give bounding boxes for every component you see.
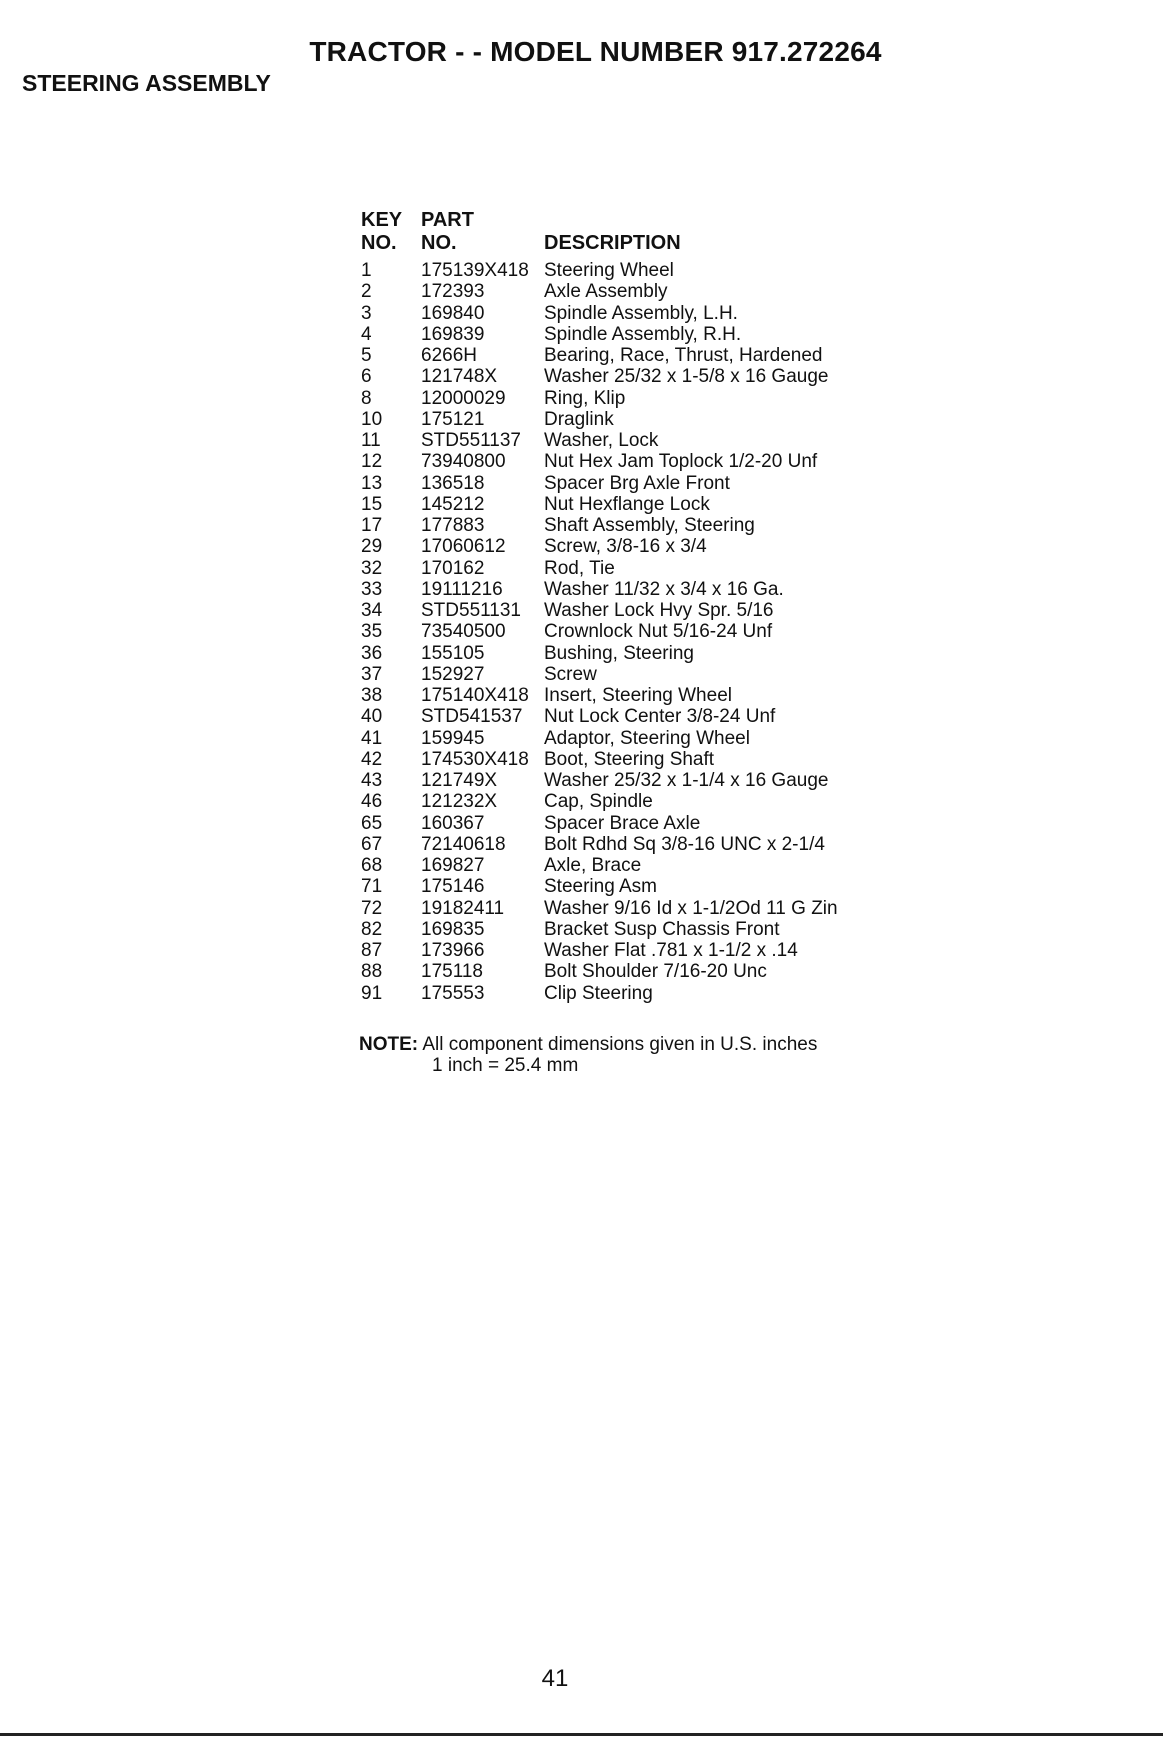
parts-header-line1 <box>361 209 924 232</box>
table-row <box>361 260 924 281</box>
table-row <box>361 961 924 982</box>
key-no-cell: 15 <box>361 493 383 515</box>
part-no-cell: 121232X <box>421 791 498 813</box>
note-label: NOTE: <box>359 1034 419 1055</box>
table-row <box>361 409 924 430</box>
dimensions-note <box>359 1034 817 1076</box>
parts-list <box>361 209 924 1004</box>
table-row <box>361 898 924 919</box>
part-no-cell: 121748X <box>421 366 498 388</box>
description-cell: Insert, Steering Wheel <box>544 685 732 706</box>
key-no-cell: 43 <box>361 770 383 791</box>
key-no-cell: 68 <box>361 855 383 876</box>
description-cell: Spindle Assembly, L.H. <box>544 302 738 324</box>
table-row <box>361 430 924 451</box>
table-row <box>361 813 924 834</box>
key-no-cell: 87 <box>361 940 383 961</box>
description-cell: Steering Asm <box>544 876 657 898</box>
table-row <box>361 706 924 727</box>
description-cell: Screw, 3/8-16 x 3/4 <box>544 536 707 558</box>
table-row <box>361 345 924 366</box>
table-row <box>361 728 924 749</box>
table-row <box>361 876 924 897</box>
description-cell: Axle Assembly <box>544 281 668 303</box>
key-no-cell: 33 <box>361 578 383 600</box>
table-row <box>361 983 924 1004</box>
table-row <box>361 621 924 642</box>
part-no-cell: 169840 <box>421 302 485 324</box>
key-no-cell: 35 <box>361 621 383 643</box>
description-cell: Cap, Spindle <box>544 791 653 813</box>
part-header-line1: PART <box>421 209 474 231</box>
key-no-cell: 71 <box>361 876 383 898</box>
part-no-cell: 175139X418 <box>421 260 529 281</box>
part-no-cell: STD551131 <box>421 600 521 621</box>
table-row <box>361 451 924 472</box>
description-cell: Bearing, Race, Thrust, Hardened <box>544 345 823 366</box>
part-no-cell: 169839 <box>421 323 485 345</box>
table-row <box>361 281 924 302</box>
description-cell: Adaptor, Steering Wheel <box>544 727 750 749</box>
part-no-cell: 136518 <box>421 472 485 494</box>
description-cell: Nut Lock Center 3/8-24 Unf <box>544 706 776 728</box>
key-no-cell: 91 <box>361 982 383 1004</box>
key-no-cell: 12 <box>361 451 383 473</box>
description-cell: Spacer Brace Axle <box>544 812 701 834</box>
key-no-cell: 88 <box>361 961 383 983</box>
note-text: All component dimensions given in U.S. inches <box>422 1034 818 1055</box>
part-no-cell: 19182411 <box>421 897 505 919</box>
description-cell: Washer Lock Hvy Spr. 5/16 <box>544 600 774 621</box>
table-row <box>361 940 924 961</box>
part-no-cell: 172393 <box>421 281 485 303</box>
description-cell: Washer 9/16 Id x 1-1/2Od 11 G Zin <box>544 897 838 919</box>
key-no-cell: 82 <box>361 918 383 940</box>
part-no-cell: 121749X <box>421 770 498 791</box>
table-row <box>361 664 924 685</box>
part-no-cell: 175146 <box>421 876 485 898</box>
description-cell: Screw <box>544 663 597 685</box>
table-row <box>361 749 924 770</box>
key-no-cell: 42 <box>361 748 383 770</box>
page-title: TRACTOR - - MODEL NUMBER 917.272264 <box>309 36 882 67</box>
key-no-cell: 40 <box>361 706 383 728</box>
part-no-cell: 175118 <box>421 961 483 983</box>
key-no-cell: 65 <box>361 812 383 834</box>
part-no-cell: STD551137 <box>421 430 521 451</box>
table-row <box>361 303 924 324</box>
key-no-cell: 17 <box>361 515 383 536</box>
part-no-cell: 159945 <box>421 727 485 749</box>
key-no-cell: 8 <box>361 387 372 409</box>
key-no-cell: 2 <box>361 281 372 303</box>
key-no-cell: 37 <box>361 663 383 685</box>
part-header-line2: NO. <box>421 232 457 254</box>
description-cell: Washer 25/32 x 1-5/8 x 16 Gauge <box>544 366 829 388</box>
description-cell: Bolt Shoulder 7/16-20 Unc <box>544 961 767 983</box>
table-row <box>361 600 924 621</box>
table-row <box>361 834 924 855</box>
description-cell: Draglink <box>544 408 614 430</box>
table-row <box>361 855 924 876</box>
key-no-cell: 67 <box>361 833 383 855</box>
key-no-cell: 13 <box>361 472 383 494</box>
parts-rows <box>361 260 924 1004</box>
key-no-cell: 32 <box>361 557 383 579</box>
description-cell: Washer 11/32 x 3/4 x 16 Ga. <box>544 578 784 600</box>
description-cell: Clip Steering <box>544 982 653 1004</box>
description-cell: Washer Flat .781 x 1-1/2 x .14 <box>544 940 798 961</box>
part-no-cell: 160367 <box>421 812 485 834</box>
part-no-cell: 169827 <box>421 855 485 876</box>
description-cell: Boot, Steering Shaft <box>544 748 715 770</box>
part-no-cell: 73540500 <box>421 621 506 643</box>
table-row <box>361 579 924 600</box>
note-line2: 1 inch = 25.4 mm <box>432 1055 579 1076</box>
description-cell: Axle, Brace <box>544 855 642 876</box>
key-no-cell: 41 <box>361 727 383 749</box>
description-cell: Nut Hex Jam Toplock 1/2-20 Unf <box>544 451 818 473</box>
description-cell: Spindle Assembly, R.H. <box>544 323 742 345</box>
table-row <box>361 919 924 940</box>
part-no-cell: 152927 <box>421 663 485 685</box>
part-no-cell: 19111216 <box>421 578 503 600</box>
table-row <box>361 685 924 706</box>
parts-header-line2 <box>361 232 924 255</box>
description-cell: Shaft Assembly, Steering <box>544 515 755 536</box>
key-no-cell: 1 <box>361 260 372 281</box>
part-no-cell: 173966 <box>421 940 485 961</box>
table-row <box>361 324 924 345</box>
part-no-cell: 72140618 <box>421 833 506 855</box>
part-no-cell: STD541537 <box>421 706 523 728</box>
part-no-cell: 170162 <box>421 557 485 579</box>
part-no-cell: 155105 <box>421 642 485 664</box>
description-cell: Bolt Rdhd Sq 3/8-16 UNC x 2-1/4 <box>544 833 825 855</box>
part-no-cell: 17060612 <box>421 536 506 558</box>
part-no-cell: 175553 <box>421 982 485 1004</box>
part-no-cell: 174530X418 <box>421 748 529 770</box>
key-header-line1: KEY <box>361 209 403 231</box>
part-no-cell: 175140X418 <box>421 685 529 706</box>
description-cell: Spacer Brg Axle Front <box>544 472 730 494</box>
part-no-cell: 6266H <box>421 345 477 366</box>
part-no-cell: 73940800 <box>421 451 506 473</box>
table-row <box>361 770 924 791</box>
key-no-cell: 6 <box>361 366 372 388</box>
table-row <box>361 791 924 812</box>
table-row <box>361 536 924 557</box>
part-no-cell: 145212 <box>421 493 485 515</box>
key-no-cell: 11 <box>361 430 381 451</box>
description-cell: Bracket Susp Chassis Front <box>544 918 780 940</box>
key-no-cell: 3 <box>361 302 372 324</box>
part-no-cell: 177883 <box>421 515 485 536</box>
description-cell: Washer 25/32 x 1-1/4 x 16 Gauge <box>544 770 829 791</box>
description-cell: Ring, Klip <box>544 387 626 409</box>
key-no-cell: 5 <box>361 345 372 366</box>
key-no-cell: 36 <box>361 642 383 664</box>
section-title: STEERING ASSEMBLY <box>22 70 271 96</box>
description-cell: Rod, Tie <box>544 557 615 579</box>
key-header-line2: NO. <box>361 232 397 254</box>
description-header: DESCRIPTION <box>544 232 681 254</box>
key-no-cell: 34 <box>361 600 383 621</box>
bottom-rule <box>0 1733 1163 1736</box>
description-cell: Nut Hexflange Lock <box>544 493 710 515</box>
key-no-cell: 38 <box>361 685 383 706</box>
part-no-cell: 175121 <box>421 408 485 430</box>
table-row <box>361 494 924 515</box>
key-no-cell: 4 <box>361 323 372 345</box>
key-no-cell: 46 <box>361 791 383 813</box>
table-row <box>361 473 924 494</box>
part-no-cell: 12000029 <box>421 387 506 409</box>
key-no-cell: 72 <box>361 897 383 919</box>
description-cell: Crownlock Nut 5/16-24 Unf <box>544 621 773 643</box>
page-number: 41 <box>541 1665 569 1692</box>
table-row <box>361 366 924 387</box>
description-cell: Bushing, Steering <box>544 642 694 664</box>
key-no-cell: 10 <box>361 408 383 430</box>
description-cell: Steering Wheel <box>544 260 674 281</box>
note-line1 <box>359 1034 817 1055</box>
table-row <box>361 388 924 409</box>
key-no-cell: 29 <box>361 536 383 558</box>
table-row <box>361 515 924 536</box>
table-row <box>361 558 924 579</box>
table-row <box>361 643 924 664</box>
part-no-cell: 169835 <box>421 918 485 940</box>
description-cell: Washer, Lock <box>544 430 659 451</box>
